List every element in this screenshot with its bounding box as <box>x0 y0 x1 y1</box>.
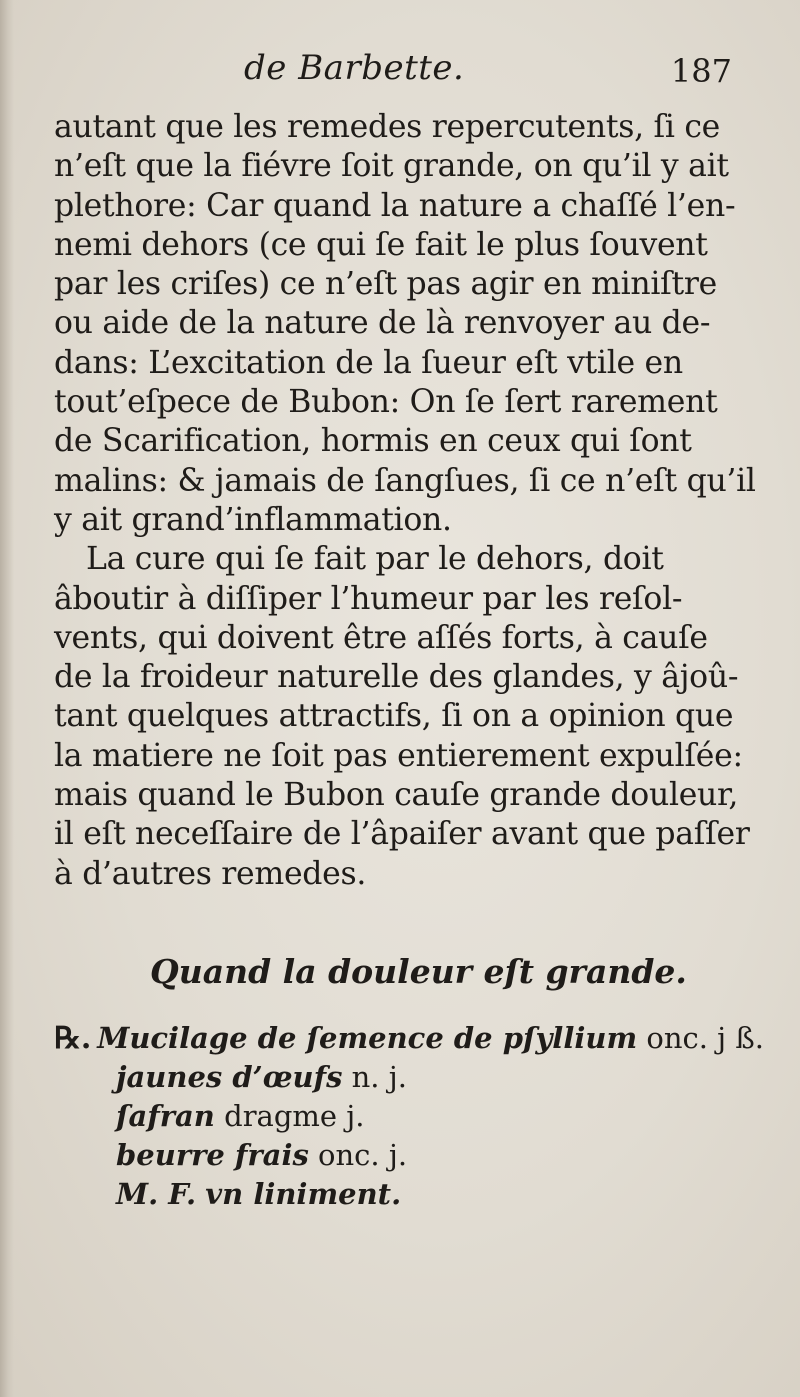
body-paragraph-2 <box>54 540 754 894</box>
recipe-ingredient: beurre frais <box>116 1137 309 1172</box>
body-paragraph-1 <box>54 108 754 540</box>
text-line: il eſt neceſſaire de l’âpaiſer avant que paſſer <box>54 816 750 853</box>
text-line: n’eſt que la fiévre ſoit grande, on qu’il y ait <box>54 148 729 185</box>
recipe-quantity: onc. j ß. <box>646 1020 764 1055</box>
recipe-quantity: dragme j. <box>224 1098 365 1133</box>
prescription-symbol: ℞. <box>54 1020 92 1056</box>
recipe-quantity: vn liniment. <box>205 1176 402 1211</box>
text-line: plethore: Car quand la nature a chaſſé l’en- <box>54 187 736 224</box>
recipe-ingredient: Mucilage de ſemence de pſyllium <box>97 1020 638 1055</box>
page-header <box>54 40 754 108</box>
text-line: de Scarification, hormis en ceux qui ſont <box>54 423 692 460</box>
text-line: de la froideur naturelle des glandes, y âjoû- <box>54 659 739 696</box>
running-head: de Barbette. <box>244 48 465 88</box>
text-line: tant quelques attractifs, ſi on a opinion que <box>54 698 734 735</box>
recipe-line <box>54 1019 764 1058</box>
recipe-quantity: onc. j. <box>318 1137 408 1172</box>
text-line: y ait grand’inflammation. <box>54 501 452 538</box>
recipe-ingredient: ſafran <box>116 1098 215 1133</box>
recipe-line <box>54 1136 754 1175</box>
text-line: la matiere ne ſoit pas entierement expulſée: <box>54 737 743 774</box>
recipe-line <box>54 1058 754 1097</box>
recipe-ingredient: M. F. <box>116 1176 197 1211</box>
text-line: ou aide de la nature de là renvoyer au de- <box>54 305 711 342</box>
text-line: à d’autres remedes. <box>54 855 367 892</box>
page-binding-edge <box>0 0 14 1397</box>
text-line: mais quand le Bubon cauſe grande douleur, <box>54 777 739 814</box>
text-line: par les criſes) ce n’eſt pas agir en miniſtre <box>54 266 717 303</box>
recipe-quantity: n. j. <box>351 1059 407 1094</box>
text-line: tout’eſpece de Bubon: On ſe ſert rarement <box>54 384 718 421</box>
recipe-block <box>54 1019 764 1214</box>
text-line: autant que les remedes repercutents, ſi ce <box>54 109 721 145</box>
text-line: La cure qui ſe fait par le dehors, doit <box>86 541 664 578</box>
text-line: nemi dehors (ce qui ſe fait le plus ſouvent <box>54 226 708 263</box>
text-line: vents, qui doivent être aſſés forts, à cauſe <box>54 619 708 656</box>
page-number: 187 <box>670 52 732 90</box>
text-line: malins: & jamais de ſangſues, ſi ce n’eſt qu’il <box>54 462 756 499</box>
recipe-line <box>54 1175 754 1214</box>
text-line: dans: L’excitation de la ſueur eſt vtile en <box>54 344 683 381</box>
text-line: âboutir à diſſiper l’humeur par les reſol- <box>54 580 683 617</box>
recipe-line <box>54 1097 754 1136</box>
recipe-ingredient: jaunes d’œufs <box>116 1059 343 1094</box>
section-heading: Quand la douleur eſt grande. <box>150 951 687 991</box>
page-text-block <box>54 40 764 1214</box>
